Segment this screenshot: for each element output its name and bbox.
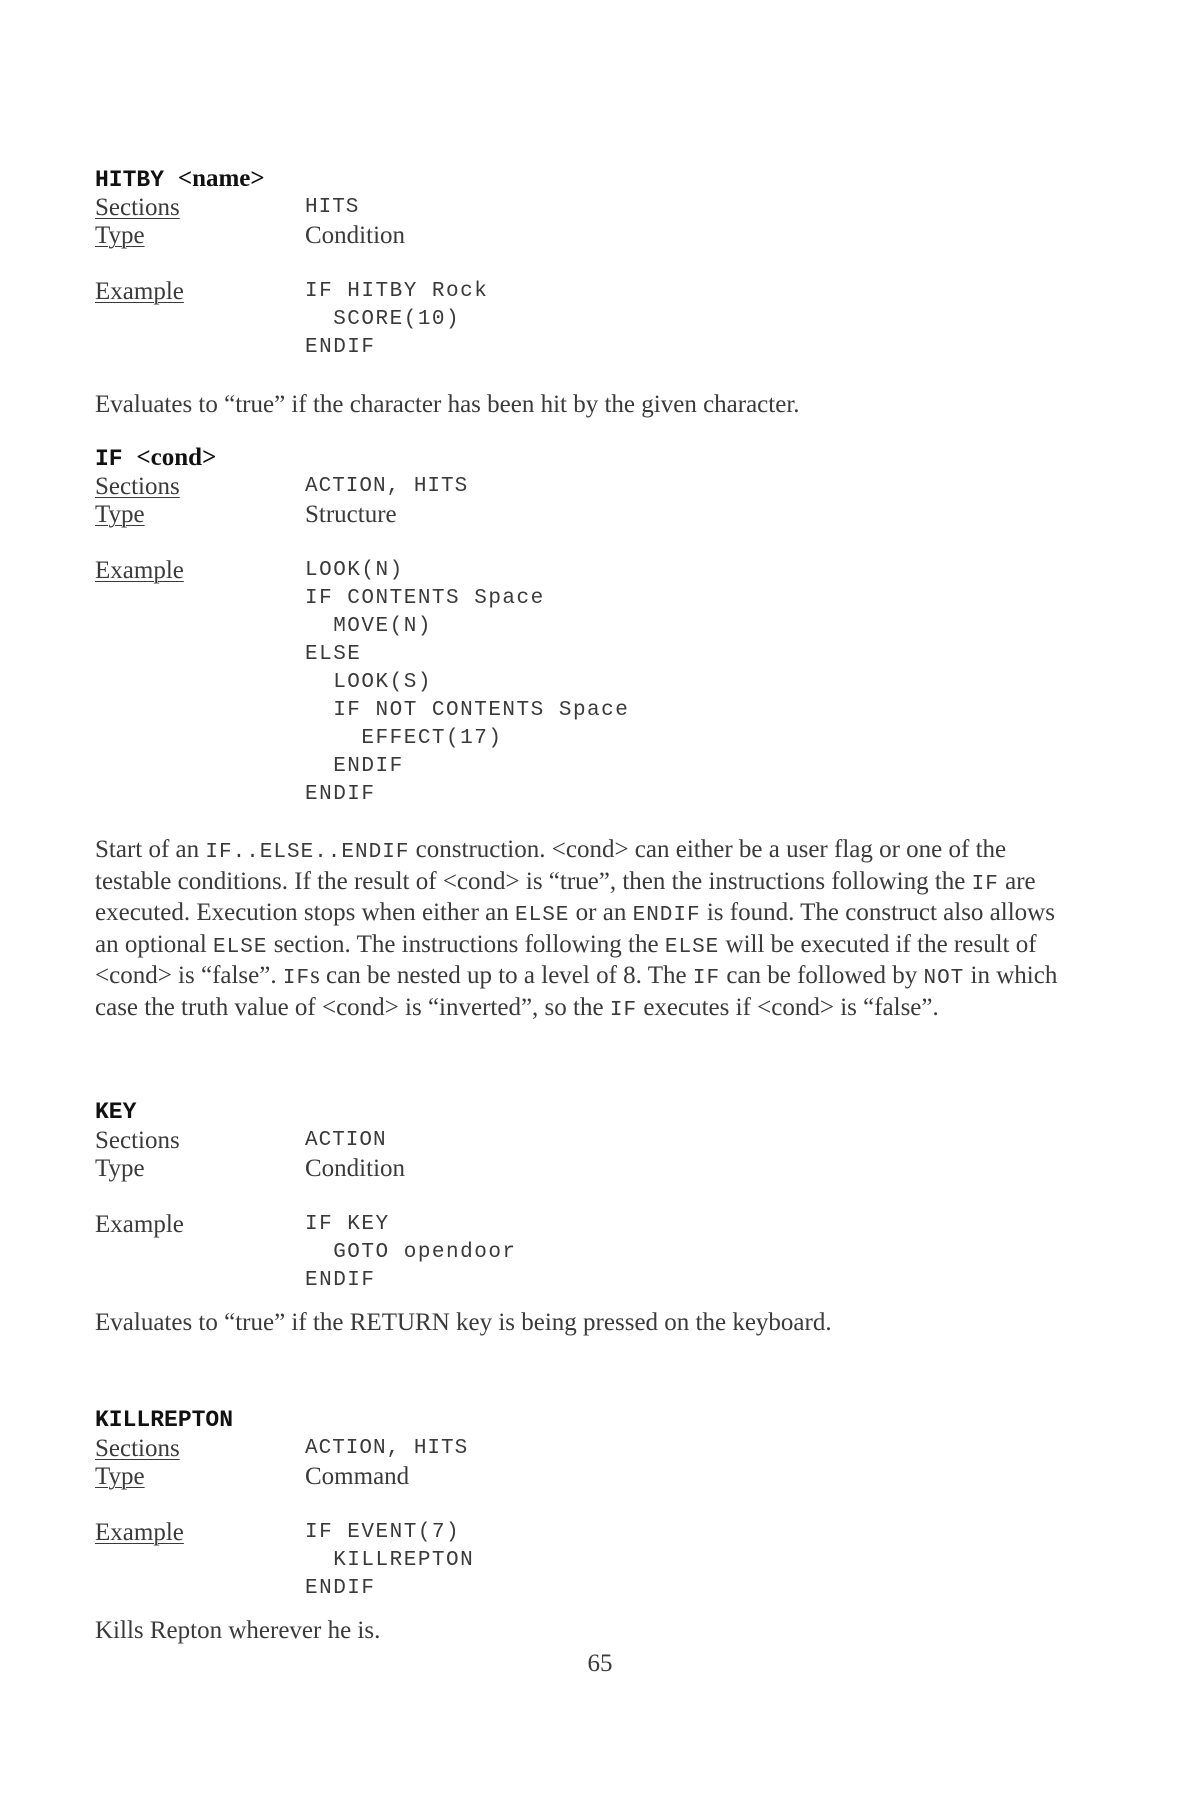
sections-value: HITS <box>305 196 360 219</box>
example-code: IF HITBY Rock SCORE(10) ENDIF <box>305 280 489 359</box>
type-label: Type <box>95 1155 145 1182</box>
entry-description: Evaluates to “true” if the character has been hit by the given character. <box>95 391 800 418</box>
entry-description: Start of an IF..ELSE..ENDIF construction. <cond> can either be a user flag or one of the testable conditions. If the result of <cond> is “true”, then the instructions following the IF are executed. Execution stops when either an ELSE or an ENDIF is found. The construct also allows an optional ELSE section. The instructions following the ELSE will be executed if the result of <cond> is “false”. IFs can be nested up to a level of 8. The IF can be followed by NOT in which case the truth value of <cond> is “inverted”, so the IF executes if <cond> is “false”. <box>95 836 1058 1022</box>
keyword: KILLREPTON <box>95 1407 234 1433</box>
sections-label: Sections <box>95 1127 180 1154</box>
type-label: Type <box>95 501 145 528</box>
type-value: Command <box>305 1463 410 1490</box>
entry-if <box>95 443 1085 809</box>
type-value: Structure <box>305 501 397 528</box>
sections-label: Sections <box>95 1435 180 1462</box>
keyword-argument: <cond> <box>136 444 217 471</box>
keyword: KEY <box>95 1099 137 1125</box>
type-value: Condition <box>305 222 406 249</box>
example-label: Example <box>95 1519 184 1546</box>
entry-heading <box>95 1405 1085 1435</box>
entry-killrepton <box>95 1405 1085 1603</box>
example-code: IF KEY GOTO opendoor ENDIF <box>305 1213 517 1292</box>
keyword: IF <box>95 446 123 472</box>
sections-value: ACTION, HITS <box>305 1437 469 1460</box>
entry-key <box>95 1097 1085 1295</box>
type-label: Type <box>95 222 145 249</box>
example-code: IF EVENT(7) KILLREPTON ENDIF <box>305 1521 475 1600</box>
entry-heading <box>95 1097 1085 1127</box>
entry-heading <box>95 443 1085 473</box>
entry-hitby <box>95 164 1085 362</box>
entry-description: Kills Repton wherever he is. <box>95 1617 381 1644</box>
page-number: 65 <box>587 1650 613 1677</box>
entry-heading <box>95 164 1085 194</box>
sections-value: ACTION, HITS <box>305 475 469 498</box>
type-label: Type <box>95 1463 145 1490</box>
sections-value: ACTION <box>305 1129 387 1152</box>
entry-description: Evaluates to “true” if the RETURN key is being pressed on the keyboard. <box>95 1309 832 1336</box>
keyword: HITBY <box>95 167 165 193</box>
example-code: LOOK(N) IF CONTENTS Space MOVE(N) ELSE LOOK(S) IF NOT CONTENTS Space EFFECT(17) ENDIF ENDIF <box>305 559 630 806</box>
example-label: Example <box>95 278 184 305</box>
example-label: Example <box>95 1211 184 1238</box>
example-label: Example <box>95 557 184 584</box>
sections-label: Sections <box>95 194 180 221</box>
keyword-argument: <name> <box>177 165 265 192</box>
type-value: Condition <box>305 1155 406 1182</box>
sections-label: Sections <box>95 473 180 500</box>
